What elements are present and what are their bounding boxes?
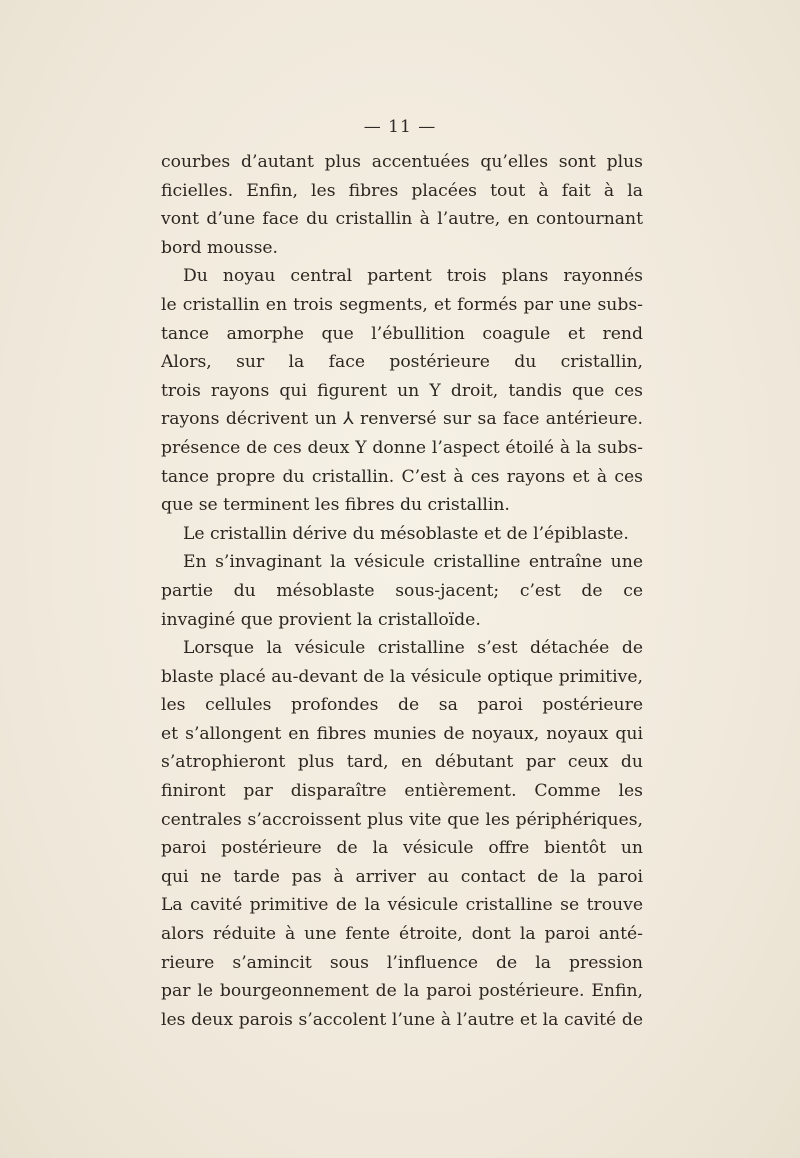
text-line: rieure s’amincit sous l’influence de la pression xyxy=(161,952,643,973)
text-line: partie du mésoblaste sous-jacent; c’est de ce xyxy=(161,580,643,601)
text-line: ficielles. Enfin, les fibres placées tout à fait à la xyxy=(161,180,643,201)
text-line: En s’invaginant la vésicule cristalline entraîne une xyxy=(183,552,643,573)
text-line: invaginé que provient la cristalloïde. xyxy=(161,609,481,630)
text-line: Lorsque la vésicule cristalline s’est détachée de xyxy=(183,638,643,659)
text-line: courbes d’autant plus accentuées qu’elles sont plus xyxy=(161,152,643,172)
text-line: paroi postérieure de la vésicule offre bientôt un xyxy=(161,838,643,859)
text-line: par le bourgeonnement de la paroi postérieure. Enfin, xyxy=(161,981,643,1002)
text-line: bord mousse. xyxy=(161,237,279,258)
text-line: Le cristallin dérive du mésoblaste et de l’épiblaste. xyxy=(183,523,629,544)
text-line: centrales s’accroissent plus vite que les périphériques, xyxy=(161,809,643,830)
text-line: alors réduite à une fente étroite, dont la paroi anté- xyxy=(161,924,643,945)
text-line: trois rayons qui figurent un Y droit, tandis que ces xyxy=(161,380,643,401)
text-line: vont d’une face du cristallin à l’autre, en contournant xyxy=(161,209,643,230)
text-line: tance amorphe que l’ébullition coagule et rend xyxy=(161,323,643,344)
text-line: les deux parois s’accolent l’une à l’autre et la cavité de xyxy=(161,1009,643,1030)
text-line: les cellules profondes de sa paroi postérieure xyxy=(161,695,643,716)
text-line: rayons décrivent un ⅄ renversé sur sa face antérieure. xyxy=(161,409,643,430)
text-line: et s’allongent en fibres munies de noyaux, noyaux qui xyxy=(161,723,643,744)
text-line: Alors, sur la face postérieure du cristallin, xyxy=(161,352,643,373)
text-line: s’atrophieront plus tard, en débutant par ceux du xyxy=(161,752,643,773)
text-line: finiront par disparaître entièrement. Comme les xyxy=(161,781,643,802)
body-text xyxy=(161,148,643,1034)
page-number: — 11 — xyxy=(363,117,437,137)
text-line: tance propre du cristallin. C’est à ces rayons et à ces xyxy=(161,466,643,487)
text-line: Du noyau central partent trois plans rayonnés xyxy=(183,266,643,287)
text-line: qui ne tarde pas à arriver au contact de la paroi xyxy=(161,866,643,887)
text-line: La cavité primitive de la vésicule cristalline se trouve xyxy=(161,895,643,916)
text-line: le cristallin en trois segments, et formés par une subs- xyxy=(161,294,643,315)
text-line: présence de ces deux Y donne l’aspect étoilé à la subs- xyxy=(161,437,643,458)
text-line: blaste placé au-devant de la vésicule optique primitive, xyxy=(161,666,643,687)
text-line: que se terminent les fibres du cristallin. xyxy=(161,495,510,516)
